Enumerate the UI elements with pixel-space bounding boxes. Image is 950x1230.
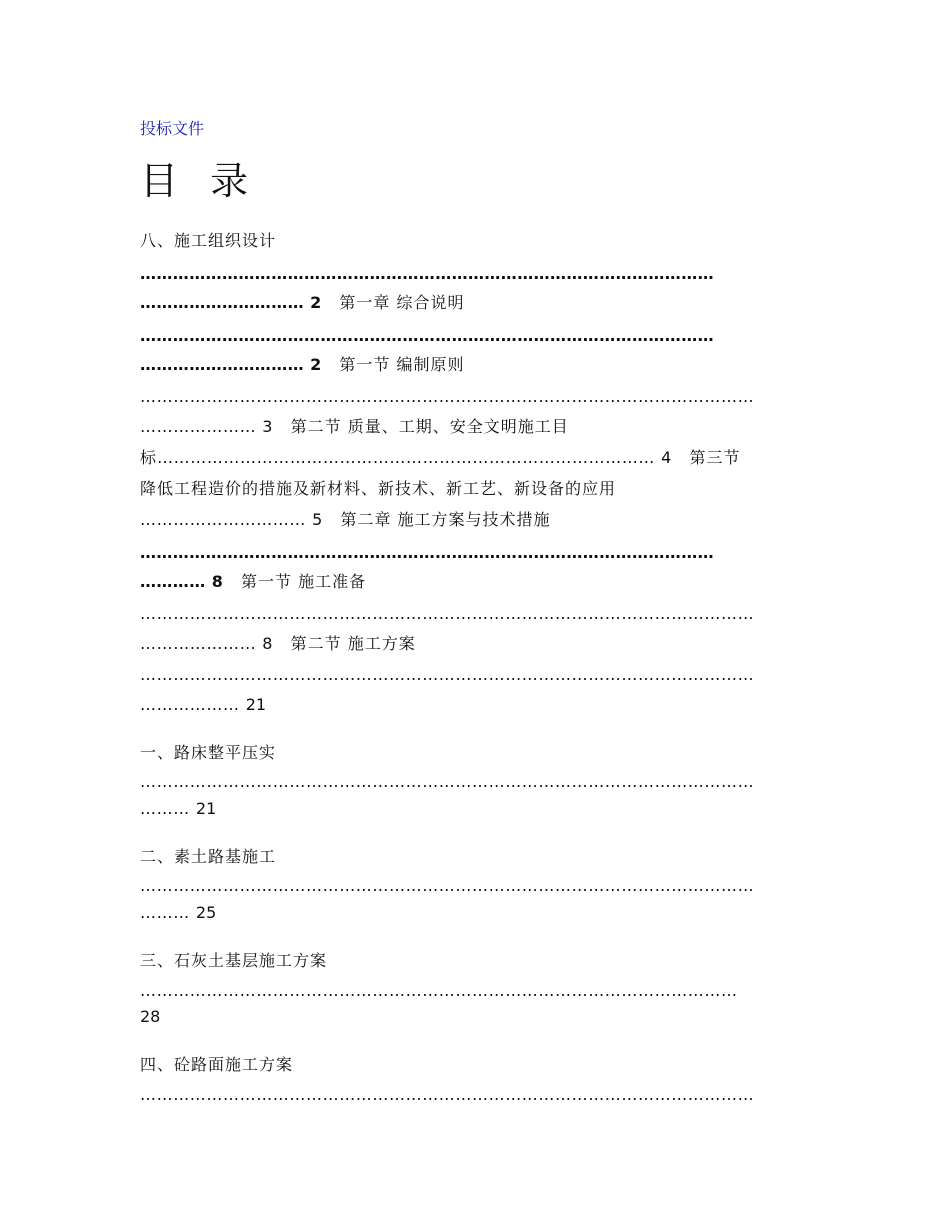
toc-line	[140, 665, 810, 685]
toc-page-number: 2	[310, 355, 322, 374]
toc-page-number: 21	[195, 799, 217, 818]
toc-line	[140, 264, 810, 284]
toc-leader-dots: …………………………………………………………………………………………………	[140, 1085, 755, 1104]
toc-line	[140, 799, 810, 819]
toc-entry-text: 第二节 质量、工期、安全文明施工目	[290, 417, 569, 436]
toc-line	[140, 417, 810, 437]
toc-page-number: 2	[310, 293, 322, 312]
toc-entry-text: 八、施工组织设计	[140, 231, 277, 250]
toc-leader-dots: ……………………………………………………………………………………………	[140, 264, 714, 283]
toc-line	[140, 903, 810, 923]
toc-leader-dots: …………………	[140, 417, 257, 436]
toc-leader-dots: …………………………………………………………………………………………………	[140, 604, 755, 623]
toc-leader-dots: …………………………………………………………………………………………………	[140, 665, 755, 684]
toc-leader-dots: …………………………	[140, 293, 304, 312]
toc-line	[140, 479, 810, 499]
toc-leader-dots: ………	[140, 903, 190, 922]
toc-entry-text: 第一章 综合说明	[339, 293, 465, 312]
toc-line	[140, 876, 810, 896]
toc-line	[140, 1055, 810, 1075]
toc-line	[140, 695, 810, 715]
toc-entry-text: 第二章 施工方案与技术措施	[340, 510, 551, 529]
toc-line	[140, 951, 810, 971]
document-page	[140, 0, 810, 1230]
toc-leader-dots: ……………………………………………………………………………………………	[140, 326, 714, 345]
toc-leader-dots: …………………………	[140, 510, 306, 529]
toc-line	[140, 387, 810, 407]
toc-entry-text: 一、路床整平压实	[140, 743, 277, 762]
toc-line	[140, 572, 810, 592]
toc-leader-dots: …………………………………………………………………………………………………	[140, 876, 755, 895]
toc-leader-dots: …………………	[140, 634, 257, 653]
toc-entry-text: 第一节 施工准备	[241, 572, 367, 591]
toc-line	[140, 634, 810, 654]
toc-leader-dots: …………………………	[140, 355, 304, 374]
toc-page-number: 4	[661, 448, 672, 467]
toc-entry-text: 第三节	[689, 448, 741, 467]
toc-entry-text: 标	[140, 448, 158, 467]
toc-page-number: 28	[140, 1007, 161, 1026]
toc-leader-dots: …………………………………………………………………………………………………	[140, 387, 755, 406]
toc-line	[140, 604, 810, 624]
toc-line	[140, 543, 810, 563]
toc-page-number: 3	[262, 417, 273, 436]
toc-leader-dots: …………………………………………………………………………………………………	[140, 772, 755, 791]
toc-page-number: 8	[262, 634, 273, 653]
toc-entry-text: 四、砼路面施工方案	[140, 1055, 294, 1074]
toc-leader-dots: ……………………………………………………………………………………………	[140, 543, 714, 562]
toc-line	[140, 743, 810, 763]
toc-page-number: 25	[195, 903, 217, 922]
toc-line	[140, 231, 810, 251]
toc-leader-dots: ………………………………………………………………………………………………	[140, 981, 738, 1000]
toc-line	[140, 293, 810, 313]
toc-leader-dots: ………………………………………………………………………………	[157, 448, 656, 467]
toc-line	[140, 326, 810, 346]
toc-line	[140, 772, 810, 792]
toc-line	[140, 355, 810, 375]
toc-line	[140, 448, 810, 468]
toc-line	[140, 1085, 810, 1105]
toc-entry-text: 第一节 编制原则	[339, 355, 465, 374]
toc-leader-dots: ………	[140, 799, 190, 818]
toc-line	[140, 847, 810, 867]
toc-leader-dots: …………	[140, 572, 206, 591]
toc-line	[140, 1007, 810, 1027]
toc-leader-dots: ………………	[140, 695, 240, 714]
toc-entry-text: 三、石灰土基层施工方案	[140, 951, 328, 970]
document-header-label: 投标文件	[140, 119, 205, 138]
toc-entry-text: 降低工程造价的措施及新材料、新技术、新工艺、新设备的应用	[140, 479, 617, 498]
toc-line	[140, 510, 810, 530]
toc-page-number: 21	[245, 695, 267, 714]
toc-page-number: 8	[211, 572, 223, 591]
toc-entry-text: 第二节 施工方案	[290, 634, 416, 653]
toc-entry-text: 二、素土路基施工	[140, 847, 277, 866]
toc-page-number: 5	[312, 510, 323, 529]
page-title: 目 录	[140, 159, 259, 203]
toc-line	[140, 981, 792, 1001]
